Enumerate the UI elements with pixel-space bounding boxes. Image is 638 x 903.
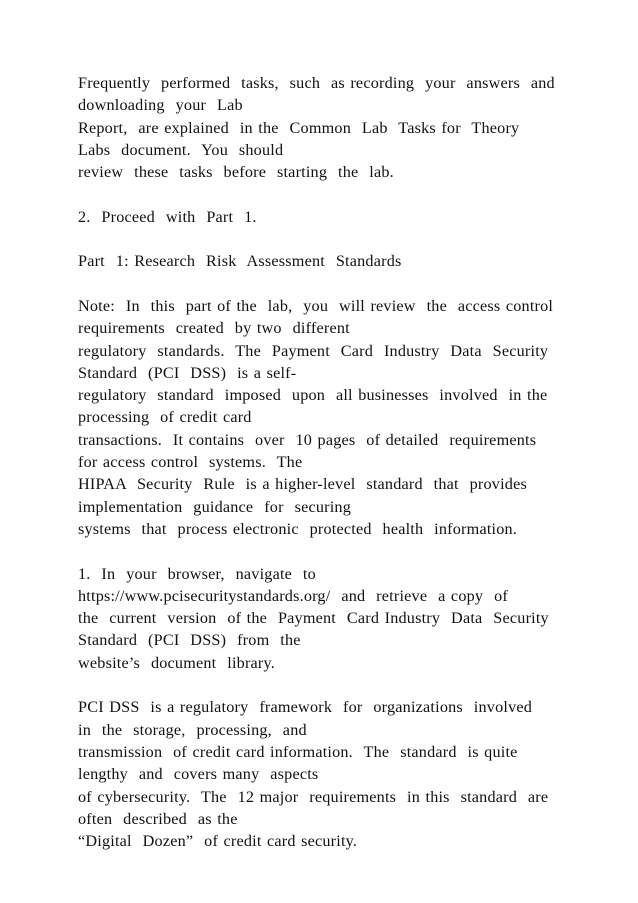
paragraph-note — [78, 295, 623, 540]
text-line: processing of credit card — [78, 408, 252, 427]
text-line: for access control systems. The — [78, 453, 303, 472]
text-line: transactions. It contains over 10 pages of detailed requirements — [78, 430, 537, 449]
text-line: website’s document library. — [78, 653, 276, 672]
text-line: requirements created by two different — [78, 319, 350, 338]
paragraph-intro — [78, 72, 623, 183]
text-line: the current version of the Payment Card Industry Data Security — [78, 609, 549, 628]
text-line: https://www.pcisecuritystandards.org/ and retrieve a copy of — [78, 586, 508, 605]
paragraph-step-2 — [78, 206, 623, 228]
text-line: downloading your Lab — [78, 96, 243, 115]
paragraph-step-1 — [78, 563, 623, 674]
text-line: regulatory standard imposed upon all businesses involved in the — [78, 386, 548, 405]
text-line: transmission of credit card information. The standard is quite — [78, 742, 518, 761]
text-line: regulatory standards. The Payment Card Industry Data Security — [78, 341, 549, 360]
text-line: “Digital Dozen” of credit card security. — [78, 832, 358, 851]
text-line: systems that process electronic protected health information. — [78, 519, 518, 538]
text-line: Note: In this part of the lab, you will review the access control — [78, 296, 554, 315]
text-line: often described as the — [78, 809, 238, 828]
text-line: implementation guidance for securing — [78, 497, 352, 516]
text-line: Standard (PCI DSS) is a self- — [78, 363, 297, 382]
paragraph-spacer — [78, 540, 623, 562]
paragraph-part-1-heading — [78, 250, 623, 272]
text-line: PCI DSS is a regulatory framework for organizations involved — [78, 698, 533, 717]
paragraph-spacer — [78, 273, 623, 295]
text-line: Standard (PCI DSS) from the — [78, 631, 301, 650]
text-line: lengthy and covers many aspects — [78, 765, 319, 784]
text-line: 2. Proceed with Part 1. — [78, 207, 257, 226]
text-line: Report, are explained in the Common Lab Tasks for Theory — [78, 118, 520, 137]
text-line: HIPAA Security Rule is a higher-level standard that provides — [78, 475, 527, 494]
text-line: Frequently performed tasks, such as recording your answers and — [78, 74, 555, 92]
text-line: 1. In your browser, navigate to — [78, 564, 316, 583]
paragraph-pci-dss-description — [78, 696, 623, 852]
text-line: Part 1: Research Risk Assessment Standards — [78, 252, 402, 271]
paragraph-spacer — [78, 228, 623, 250]
text-line: of cybersecurity. The 12 major requirements in this standard are — [78, 787, 549, 806]
text-line: review these tasks before starting the lab. — [78, 163, 394, 182]
text-line: Labs document. You should — [78, 140, 284, 159]
document-page — [78, 72, 623, 852]
text-line: in the storage, processing, and — [78, 720, 307, 739]
paragraph-spacer — [78, 183, 623, 205]
paragraph-spacer — [78, 674, 623, 696]
